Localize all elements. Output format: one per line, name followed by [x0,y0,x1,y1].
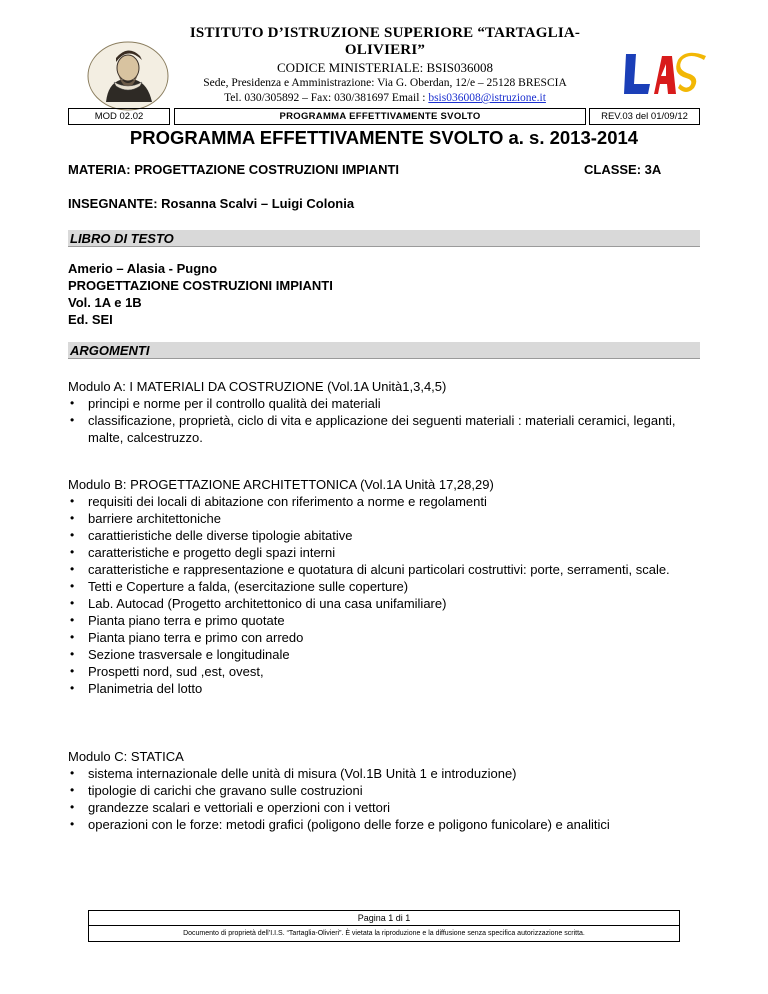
list-item: • sistema internazionale delle unità di misura (Vol.1B Unità 1 e introduzione) [68,765,688,782]
modulo-a-list [68,395,688,446]
list-item: • Prospetti nord, sud ,est, ovest, [68,663,688,680]
institute-header [180,25,590,106]
classe: CLASSE: 3A [584,162,662,177]
modulo-b [68,476,688,697]
institute-portrait-logo [86,40,170,112]
list-item: • operazioni con le forze: metodi grafici (poligono delle forze e poligono funicolare) e analitici [68,816,688,833]
argomenti-heading: ARGOMENTI [68,342,700,359]
list-item: • tipologie di carichi che gravano sulle costruzioni [68,782,688,799]
revision: REV.03 del 01/09/12 [589,108,700,125]
list-item: • requisiti dei locali di abitazione con riferimento a norme e regolamenti [68,493,688,510]
list-item: • Planimetria del lotto [68,680,688,697]
list-item: • principi e norme per il controllo qualità dei materiali [68,395,688,412]
mod-code: MOD 02.02 [68,108,170,125]
list-item: • Pianta piano terra e primo quotate [68,612,688,629]
modulo-a [68,378,688,446]
modulo-c-heading: Modulo C: STATICA [68,749,184,764]
modulo-c [68,748,688,833]
libro-authors: Amerio – Alasia - Pugno [68,261,218,276]
tel-fax: Tel. 030/305892 – Fax: 030/381697 Email : [224,92,429,104]
libro-title: PROGETTAZIONE COSTRUZIONI IMPIANTI [68,278,333,293]
list-item: • caratteristiche e progetto degli spazi interni [68,544,688,561]
list-item: • Pianta piano terra e primo con arredo [68,629,688,646]
libro-volume: Vol. 1A e 1B [68,295,142,310]
libro-details [68,260,333,328]
list-item: • caratteristiche e rappresentazione e quotatura di alcuni particolari costruttivi: porte, serramenti, scale. [68,561,688,578]
materia: MATERIA: PROGETTAZIONE COSTRUZIONI IMPIANTI [68,162,400,177]
institute-name-line2: OLIVIERI” [344,42,426,58]
ownership-note: Documento di proprietà dell’I.I.S. “Tartaglia-Olivieri”. È vietata la riproduzione e la diffusione senza specifica autorizzazione scritta. [88,926,680,942]
libro-heading: LIBRO DI TESTO [68,230,700,247]
page-title: PROGRAMMA EFFETTIVAMENTE SVOLTO a. s. 2013-2014 [129,127,639,148]
list-item: • carattieristiche delle diverse tipologie abitative [68,527,688,544]
page-footer [88,910,680,944]
list-item: • Sezione trasversale e longitudinale [68,646,688,663]
las-logo [620,48,710,100]
institute-name-line1: ISTITUTO D’ISTRUZIONE SUPERIORE “TARTAGLIA- [189,25,581,41]
list-item: • Lab. Autocad (Progetto architettonico di una casa unifamiliare) [68,595,688,612]
email-link[interactable]: bsis036008@istruzione.it [428,92,546,104]
insegnante: INSEGNANTE: Rosanna Scalvi – Luigi Colonia [68,196,355,211]
libro-publisher: Ed. SEI [68,312,113,327]
modulo-c-list [68,765,688,833]
page-number: Pagina 1 di 1 [88,910,680,926]
list-item: • classificazione, proprietà, ciclo di vita e applicazione dei seguenti materiali : materiali ceramici, leganti, malte, calcestruzzo. [68,412,688,446]
modulo-b-heading: Modulo B: PROGETTAZIONE ARCHITETTONICA (Vol.1A Unità 17,28,29) [68,477,494,492]
list-item: • barriere architettoniche [68,510,688,527]
contact-line [180,91,590,106]
modulo-b-list [68,493,688,697]
list-item: • Tetti e Coperture a falda, (esercitazione sulle coperture) [68,578,688,595]
mod-title: PROGRAMMA EFFETTIVAMENTE SVOLTO [174,108,586,125]
list-item: • grandezze scalari e vettoriali e operzioni con i vettori [68,799,688,816]
document-code-row [68,108,700,125]
sede-address: Sede, Presidenza e Amministrazione: Via G. Oberdan, 12/e – 25128 BRESCIA [203,77,567,89]
modulo-a-heading: Modulo A: I MATERIALI DA COSTRUZIONE (Vol.1A Unità1,3,4,5) [68,379,447,394]
codice-ministeriale: CODICE MINISTERIALE: BSIS036008 [277,60,493,75]
